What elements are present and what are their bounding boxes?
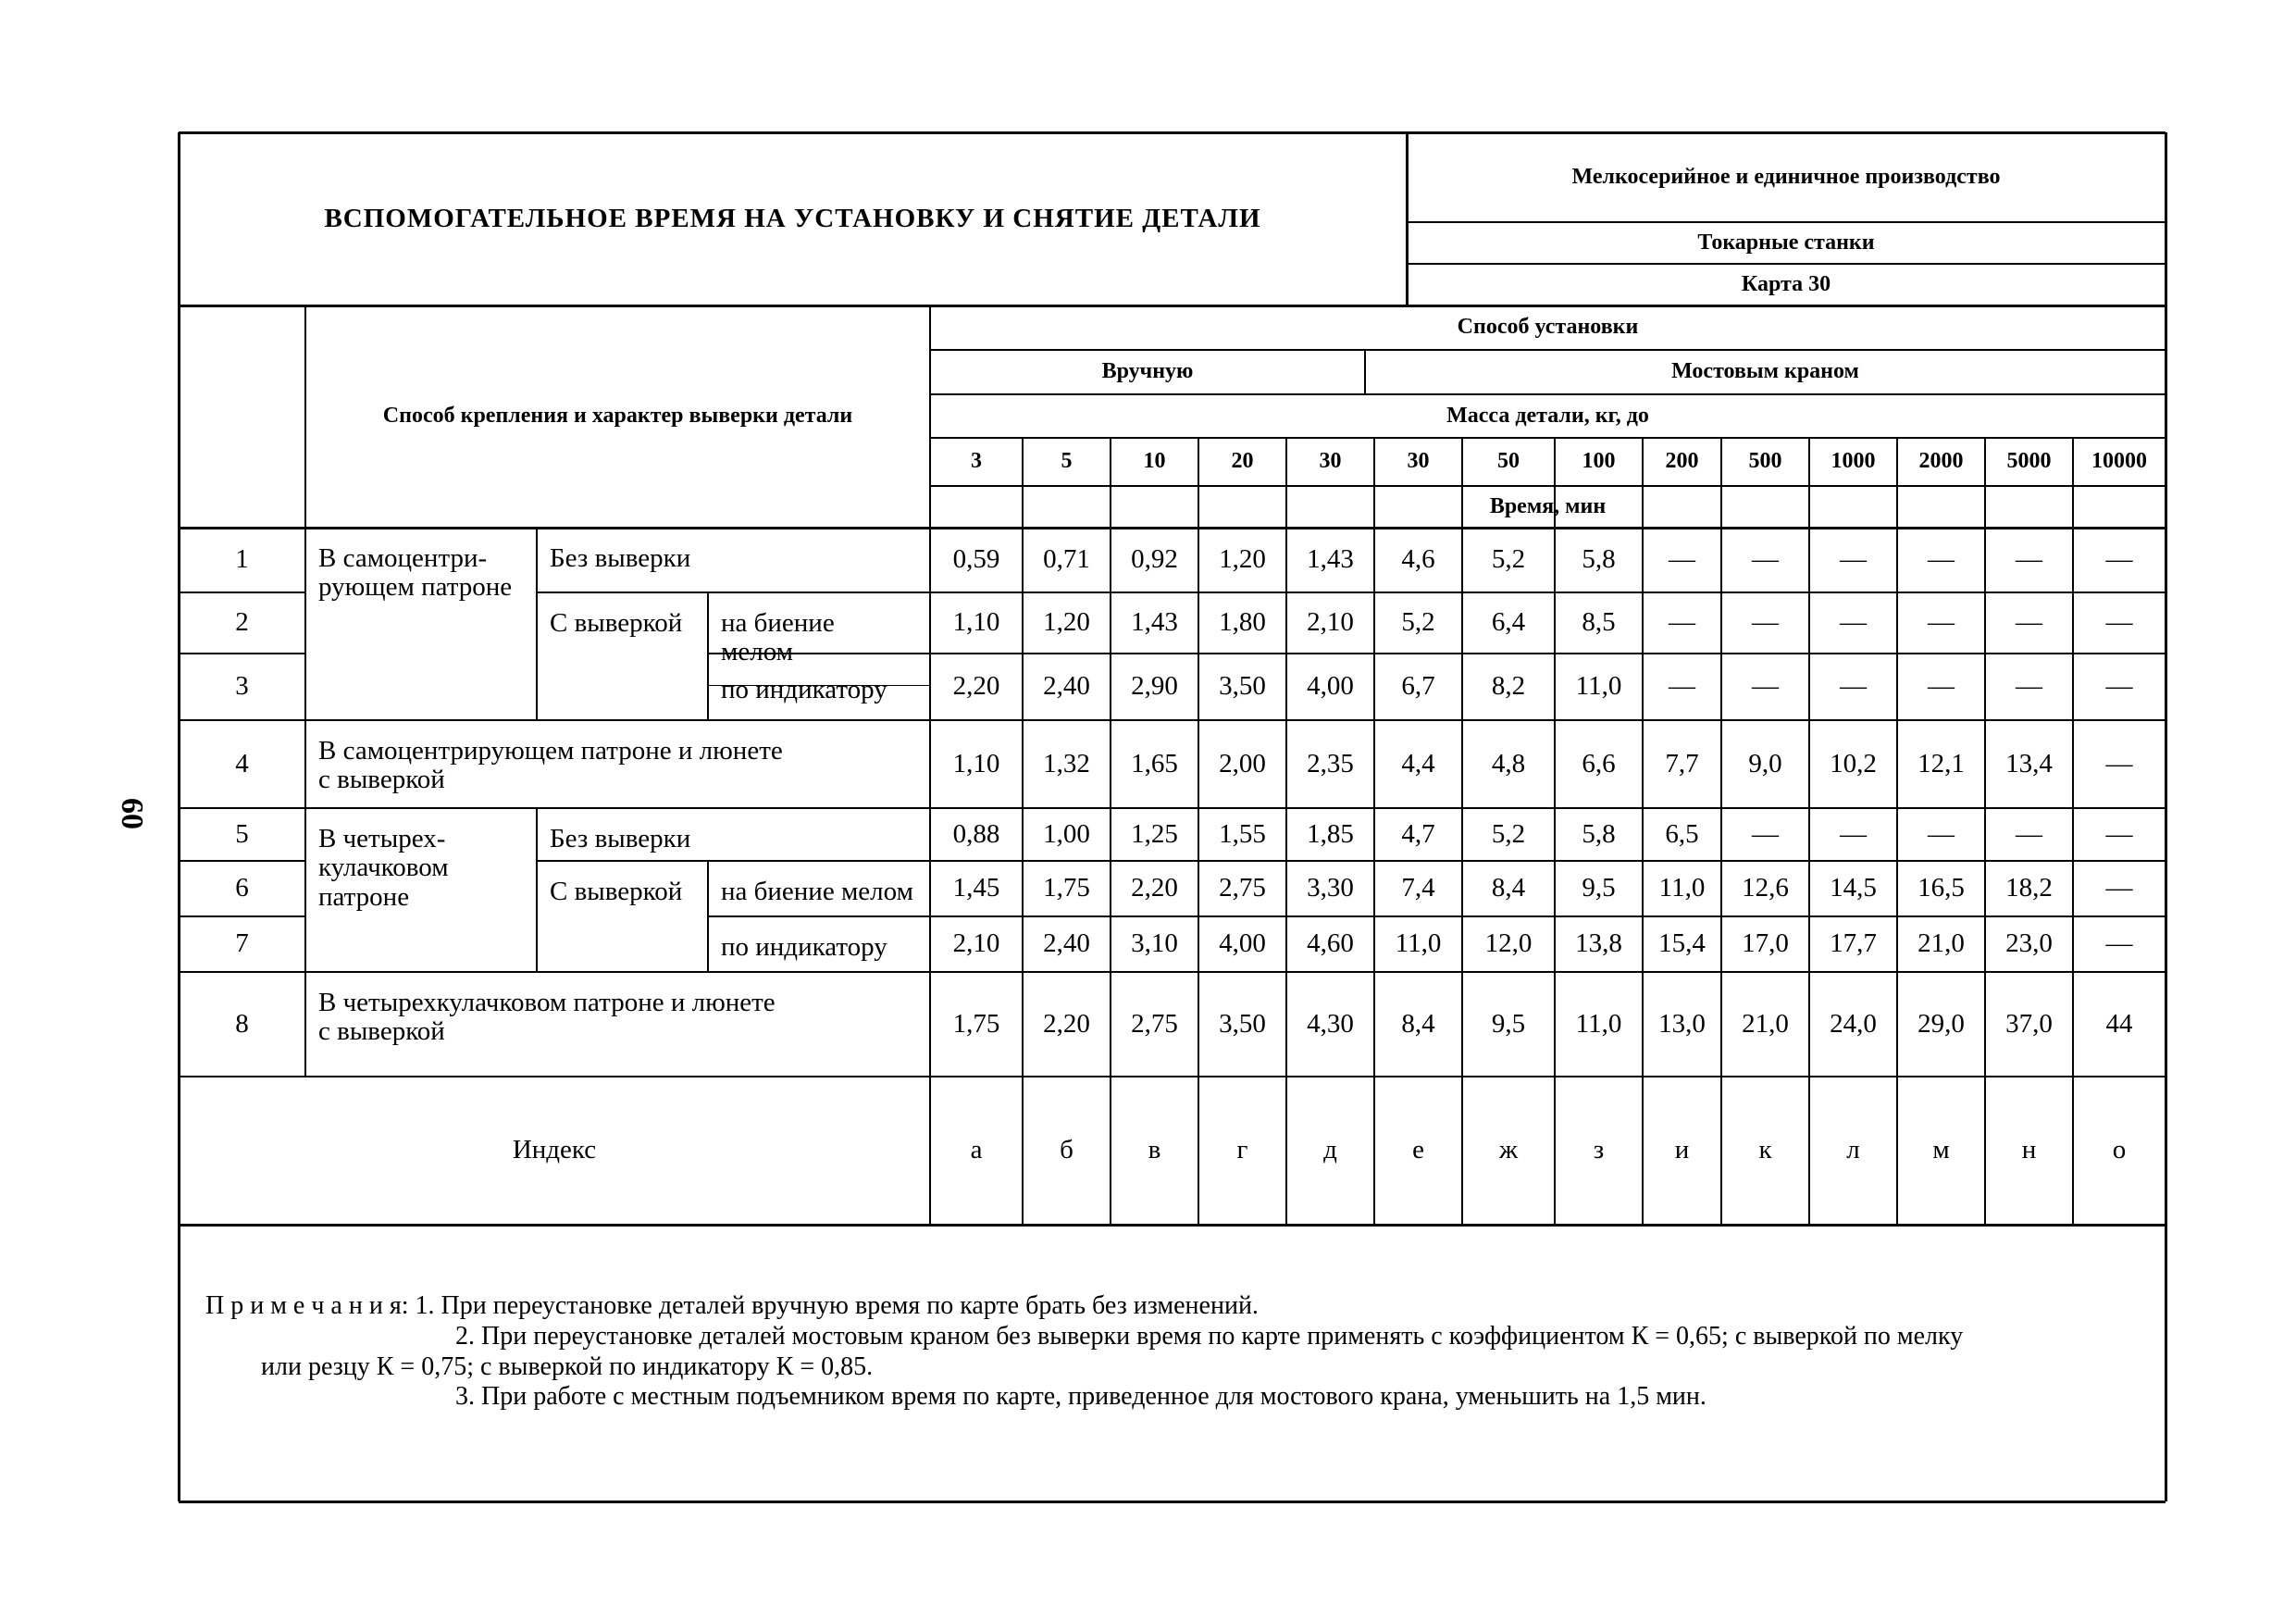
table-cell: 1,55 xyxy=(1219,818,1266,849)
table-cell: 1,45 xyxy=(952,873,1000,903)
table-cell: 2,20 xyxy=(952,671,1000,702)
table-cell: 2,35 xyxy=(1307,748,1354,778)
table-cell: — xyxy=(2105,928,2133,959)
machine-type: Токарные станки xyxy=(1697,230,1875,255)
table-cell: — xyxy=(1752,818,1779,849)
mass-value: 3 xyxy=(971,449,982,474)
table-cell: 8,5 xyxy=(1582,607,1616,638)
mass-value: 500 xyxy=(1748,449,1782,474)
table-cell: 4,00 xyxy=(1307,671,1354,702)
index-cell: в xyxy=(1148,1135,1161,1165)
table-cell: — xyxy=(1840,607,1867,638)
index-cell: а xyxy=(970,1135,983,1165)
table-cell: 11,0 xyxy=(1575,1008,1622,1039)
table-cell: 12,1 xyxy=(1917,748,1965,778)
note-2-continued: или резцу К = 0,75; с выверкой по индикатору К = 0,85. xyxy=(261,1351,874,1381)
table-cell: 1,10 xyxy=(952,607,1000,638)
row-number: 6 xyxy=(235,873,249,903)
index-cell: л xyxy=(1846,1135,1860,1165)
time-header: Время, мин xyxy=(1489,493,1607,518)
table-cell: 23,0 xyxy=(2005,928,2053,959)
index-cell: к xyxy=(1758,1135,1772,1165)
sub-label-with-alignment: С выверкой xyxy=(550,877,683,906)
mass-value: 1000 xyxy=(1831,449,1876,474)
table-cell: 3,30 xyxy=(1307,873,1354,903)
table-cell: 5,2 xyxy=(1491,818,1526,849)
table-cell: — xyxy=(1928,671,1955,702)
table-cell: 5,8 xyxy=(1582,818,1616,849)
table-cell: — xyxy=(2016,607,2042,638)
sub-label-with-alignment: С выверкой xyxy=(550,608,683,638)
index-cell: з xyxy=(1593,1135,1605,1165)
note-3: 3. При работе с местным подъемником время по карте, приведенное для мостового крана, уменьшить на 1,5 мин. xyxy=(455,1382,1706,1412)
group-label-self-centering: В самоцентри- рующем патроне xyxy=(318,543,513,603)
table-cell: 6,4 xyxy=(1491,607,1526,638)
table-cell: 1,80 xyxy=(1219,607,1266,638)
table-cell: 2,10 xyxy=(952,928,1000,959)
table-cell: 2,20 xyxy=(1043,1008,1090,1039)
table-cell: 7,4 xyxy=(1401,873,1435,903)
table-cell: 11,0 xyxy=(1395,928,1442,959)
table-cell: 4,7 xyxy=(1401,818,1435,849)
table-cell: 1,00 xyxy=(1043,818,1090,849)
table-cell: 5,2 xyxy=(1401,607,1435,638)
table-cell: 1,75 xyxy=(952,1008,1000,1039)
row-number: 8 xyxy=(235,1008,249,1039)
index-cell: г xyxy=(1236,1135,1248,1165)
fastening-header: Способ крепления и характер выверки детали xyxy=(382,404,853,429)
table-cell: 24,0 xyxy=(1830,1008,1877,1039)
table-cell: 12,6 xyxy=(1742,873,1789,903)
sub-label-chalk-runout: на биение мелом xyxy=(721,877,913,906)
index-cell: б xyxy=(1060,1135,1074,1165)
group-label-four-jaw-steady: В четырехкулачковом патроне и люнете с выверкой xyxy=(318,988,776,1047)
table-cell: 29,0 xyxy=(1917,1008,1965,1039)
mass-value: 30 xyxy=(1407,449,1430,474)
table-cell: 17,0 xyxy=(1742,928,1789,959)
table-cell: 2,75 xyxy=(1131,1008,1178,1039)
rule xyxy=(179,1501,2166,1503)
table-cell: — xyxy=(1752,671,1779,702)
table-cell: 1,85 xyxy=(1307,818,1354,849)
table-cell: 0,88 xyxy=(952,818,1000,849)
table-cell: 4,6 xyxy=(1401,544,1435,575)
mass-value: 30 xyxy=(1319,449,1342,474)
table-cell: 0,92 xyxy=(1131,544,1178,575)
table-cell: 2,40 xyxy=(1043,928,1090,959)
table-cell: 1,20 xyxy=(1219,544,1266,575)
table-cell: 44 xyxy=(2105,1008,2133,1039)
table-cell: — xyxy=(1928,544,1955,575)
table-cell: 1,43 xyxy=(1131,607,1178,638)
table-cell: 15,4 xyxy=(1658,928,1706,959)
table-cell: — xyxy=(2105,818,2133,849)
index-cell: е xyxy=(1412,1135,1424,1165)
table-cell: 7,7 xyxy=(1665,748,1699,778)
sub-label-no-alignment: Без выверки xyxy=(550,543,691,573)
table-cell: — xyxy=(2105,748,2133,778)
notes-label: П р и м е ч а н и я: xyxy=(205,1291,409,1320)
install-method-header: Способ установки xyxy=(1457,315,1639,340)
index-cell: ж xyxy=(1498,1135,1519,1165)
table-cell: — xyxy=(1669,607,1695,638)
table-cell: 1,20 xyxy=(1043,607,1090,638)
table-cell: — xyxy=(2105,873,2133,903)
table-cell: — xyxy=(1752,607,1779,638)
table-cell: 4,4 xyxy=(1401,748,1435,778)
index-label: Индекс xyxy=(512,1135,597,1165)
table-cell: — xyxy=(2016,818,2042,849)
table-cell: 1,65 xyxy=(1131,748,1178,778)
table-cell: 10,2 xyxy=(1830,748,1877,778)
row-number: 2 xyxy=(235,607,249,638)
notes xyxy=(205,1291,2167,1413)
table-cell: 21,0 xyxy=(1917,928,1965,959)
sub-label-no-alignment: Без выверки xyxy=(550,824,691,853)
table-cell: 2,20 xyxy=(1131,873,1178,903)
table-cell: 8,2 xyxy=(1491,671,1526,702)
card-number: Карта 30 xyxy=(1741,271,1831,296)
page-number: 60 xyxy=(115,798,149,829)
table-cell: 5,8 xyxy=(1582,544,1616,575)
table-cell: — xyxy=(2105,544,2133,575)
group-label-four-jaw: В четырех- кулачковом патроне xyxy=(318,824,449,912)
table-cell: 1,43 xyxy=(1307,544,1354,575)
table-cell: 1,10 xyxy=(952,748,1000,778)
table-cell: — xyxy=(1752,544,1779,575)
table-cell: 1,32 xyxy=(1043,748,1090,778)
mass-value: 10000 xyxy=(2091,449,2147,474)
row-number: 3 xyxy=(235,671,249,702)
table-cell: 8,4 xyxy=(1491,873,1526,903)
sub-label-chalk-runout: на биение мелом xyxy=(721,608,835,667)
table-cell: 37,0 xyxy=(2005,1008,2053,1039)
table-cell: — xyxy=(1840,671,1867,702)
table-cell: 2,90 xyxy=(1131,671,1178,702)
sub-label-indicator: по индикатору xyxy=(721,675,887,704)
table-cell: — xyxy=(1669,544,1695,575)
mass-value: 50 xyxy=(1497,449,1520,474)
table-cell: 2,10 xyxy=(1307,607,1354,638)
table-cell: 18,2 xyxy=(2005,873,2053,903)
table-cell: 3,50 xyxy=(1219,671,1266,702)
mass-value: 5 xyxy=(1061,449,1073,474)
table-cell: 13,8 xyxy=(1575,928,1622,959)
table-cell: — xyxy=(1840,818,1867,849)
mass-value: 2000 xyxy=(1918,449,1964,474)
mass-value: 100 xyxy=(1582,449,1616,474)
table-cell: 9,5 xyxy=(1582,873,1616,903)
index-cell: м xyxy=(1932,1135,1950,1165)
table-cell: 6,7 xyxy=(1401,671,1435,702)
table-cell: — xyxy=(1928,607,1955,638)
table-cell: 6,5 xyxy=(1665,818,1699,849)
table-cell: 6,6 xyxy=(1582,748,1616,778)
table-cell: 16,5 xyxy=(1917,873,1965,903)
table-cell: 11,0 xyxy=(1575,671,1622,702)
table-cell: — xyxy=(2105,671,2133,702)
index-cell: и xyxy=(1674,1135,1690,1165)
row-number: 7 xyxy=(235,928,249,959)
mass-value: 5000 xyxy=(2006,449,2052,474)
note-1: 1. При переустановке деталей вручную время по карте брать без изменений. xyxy=(415,1291,1259,1320)
row-number: 1 xyxy=(235,544,249,575)
table-cell: — xyxy=(2016,671,2042,702)
table-cell: 1,75 xyxy=(1043,873,1090,903)
table-cell: 21,0 xyxy=(1742,1008,1789,1039)
table-cell: — xyxy=(1840,544,1867,575)
index-cell: н xyxy=(2021,1135,2037,1165)
table-cell: — xyxy=(2016,544,2042,575)
mass-value: 20 xyxy=(1231,449,1254,474)
crane-header: Мостовым краном xyxy=(1671,359,1859,384)
row-number: 5 xyxy=(235,818,249,849)
sub-label-indicator: по индикатору xyxy=(721,932,887,962)
table-cell: 5,2 xyxy=(1491,544,1526,575)
table-cell: 0,59 xyxy=(952,544,1000,575)
table-cell: 9,5 xyxy=(1491,1008,1526,1039)
table-cell: 12,0 xyxy=(1484,928,1533,959)
mass-value: 10 xyxy=(1143,449,1166,474)
table-cell: 14,5 xyxy=(1830,873,1877,903)
table-cell: — xyxy=(1928,818,1955,849)
note-2: 2. При переустановке деталей мостовым краном без выверки время по карте применять с коэффициентом К = 0,65; с выверкой по мелку xyxy=(455,1321,1964,1351)
table-cell: 2,40 xyxy=(1043,671,1090,702)
table-cell: 13,0 xyxy=(1658,1008,1706,1039)
table-cell: 4,00 xyxy=(1219,928,1266,959)
table-cell: 9,0 xyxy=(1748,748,1782,778)
index-cell: д xyxy=(1323,1135,1337,1165)
mass-header: Масса детали, кг, до xyxy=(1446,403,1649,428)
table-cell: — xyxy=(1669,671,1695,702)
table-cell: 13,4 xyxy=(2005,748,2053,778)
table-cell: 2,00 xyxy=(1219,748,1266,778)
table-cell: 1,25 xyxy=(1131,818,1178,849)
table-cell: 2,75 xyxy=(1219,873,1266,903)
table-cell: 3,10 xyxy=(1131,928,1178,959)
group-label-self-centering-steady: В самоцентрирующем патроне и люнете с выверкой xyxy=(318,736,783,795)
table-title: ВСПОМОГАТЕЛЬНОЕ ВРЕМЯ НА УСТАНОВКУ И СНЯТИЕ ДЕТАЛИ xyxy=(324,203,1261,233)
table-cell: 17,7 xyxy=(1830,928,1877,959)
manual-header: Вручную xyxy=(1101,359,1194,384)
table-cell: 11,0 xyxy=(1658,873,1706,903)
table-cell: 4,60 xyxy=(1307,928,1354,959)
table-cell: 0,71 xyxy=(1043,544,1090,575)
table-cell: — xyxy=(2105,607,2133,638)
production-type: Мелкосерийное и единичное производство xyxy=(1571,164,2001,189)
mass-value: 200 xyxy=(1665,449,1699,474)
table-cell: 4,8 xyxy=(1491,748,1526,778)
index-cell: о xyxy=(2112,1135,2127,1165)
table-cell: 8,4 xyxy=(1401,1008,1435,1039)
table-cell: 4,30 xyxy=(1307,1008,1354,1039)
row-number: 4 xyxy=(235,748,249,778)
table-cell: 3,50 xyxy=(1219,1008,1266,1039)
